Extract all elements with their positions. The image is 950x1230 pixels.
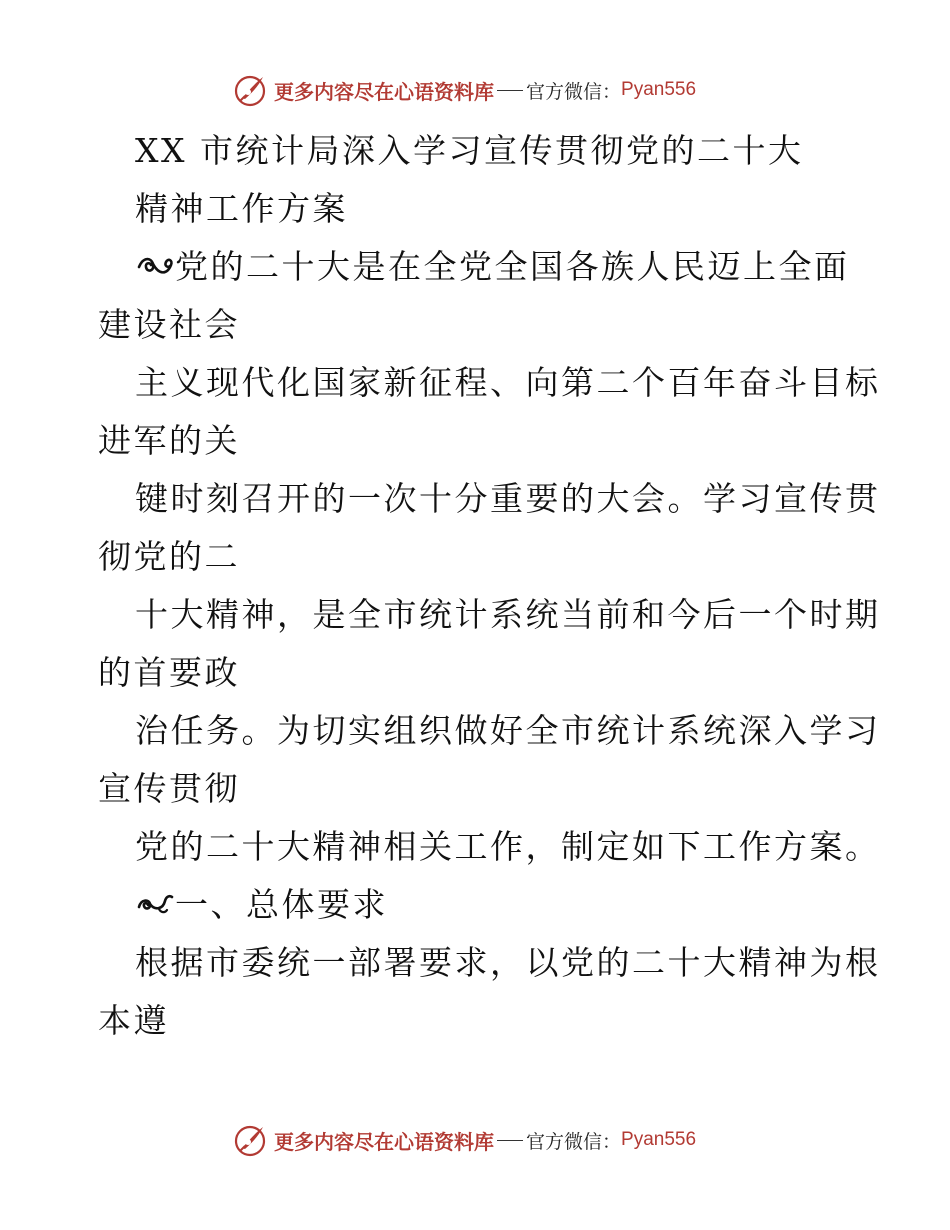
document-line-text: 进军的关 <box>98 421 240 460</box>
document-line <box>98 122 858 180</box>
document-line-text: 根据市委统一部署要求，以党的二十大精神为根 <box>135 943 881 982</box>
document-line <box>98 412 858 470</box>
header-banner <box>232 70 696 110</box>
document-line <box>98 180 858 238</box>
curl-ornament-icon <box>135 889 175 919</box>
document-line <box>98 586 881 644</box>
banner-wechat-id: Pyan556 <box>621 1129 697 1150</box>
document-line-text: 一、总体要求 <box>175 885 388 924</box>
document-line-text: 键时刻召开的一次十分重要的大会。学习宣传贯 <box>135 479 881 518</box>
quill-logo-icon <box>232 72 268 108</box>
document-line <box>98 992 858 1050</box>
document-line-text: 建设社会 <box>98 305 240 344</box>
document-line-text: 彻党的二 <box>98 537 240 576</box>
document-line-text: 主义现代化国家新征程、向第二个百年奋斗目标 <box>135 363 881 402</box>
banner-official-label: 官方微信： <box>526 1130 622 1153</box>
footer-banner <box>232 1120 696 1160</box>
document-line-text: 宣传贯彻 <box>98 769 240 808</box>
document-line-text: 党的二十大精神相关工作，制定如下工作方案。 <box>135 827 881 866</box>
document-line <box>98 644 858 702</box>
document-line <box>98 528 858 586</box>
document-line <box>98 354 881 412</box>
document-line <box>98 818 881 876</box>
document-line-text: 的首要政 <box>98 653 240 692</box>
quill-logo-icon <box>232 1122 268 1158</box>
document-line <box>98 702 881 760</box>
banner-dash <box>497 1140 523 1141</box>
banner-official-label: 官方微信： <box>526 80 622 103</box>
banner-wechat-id: Pyan556 <box>621 79 697 100</box>
document-line <box>98 876 858 934</box>
document-body <box>98 122 881 1050</box>
document-line-text: XX 市统计局深入学习宣传贯彻党的二十大 <box>135 131 804 170</box>
document-line <box>98 238 858 296</box>
swirl-ornament-icon <box>135 251 175 281</box>
banner-brand-text: 更多内容尽在心语资料库 <box>274 1129 494 1154</box>
document-line <box>98 934 881 992</box>
document-line-text: 治任务。为切实组织做好全市统计系统深入学习 <box>135 711 881 750</box>
banner-brand-text: 更多内容尽在心语资料库 <box>274 79 494 104</box>
document-line-text: 本遵 <box>98 1001 169 1040</box>
document-line <box>98 760 858 818</box>
document-line-text: 党的二十大是在全党全国各族人民迈上全面 <box>175 247 850 286</box>
document-line <box>98 296 858 354</box>
banner-dash <box>497 90 523 91</box>
document-line-text: 十大精神，是全市统计系统当前和今后一个时期 <box>135 595 881 634</box>
document-line <box>98 470 881 528</box>
document-line-text: 精神工作方案 <box>135 189 348 228</box>
